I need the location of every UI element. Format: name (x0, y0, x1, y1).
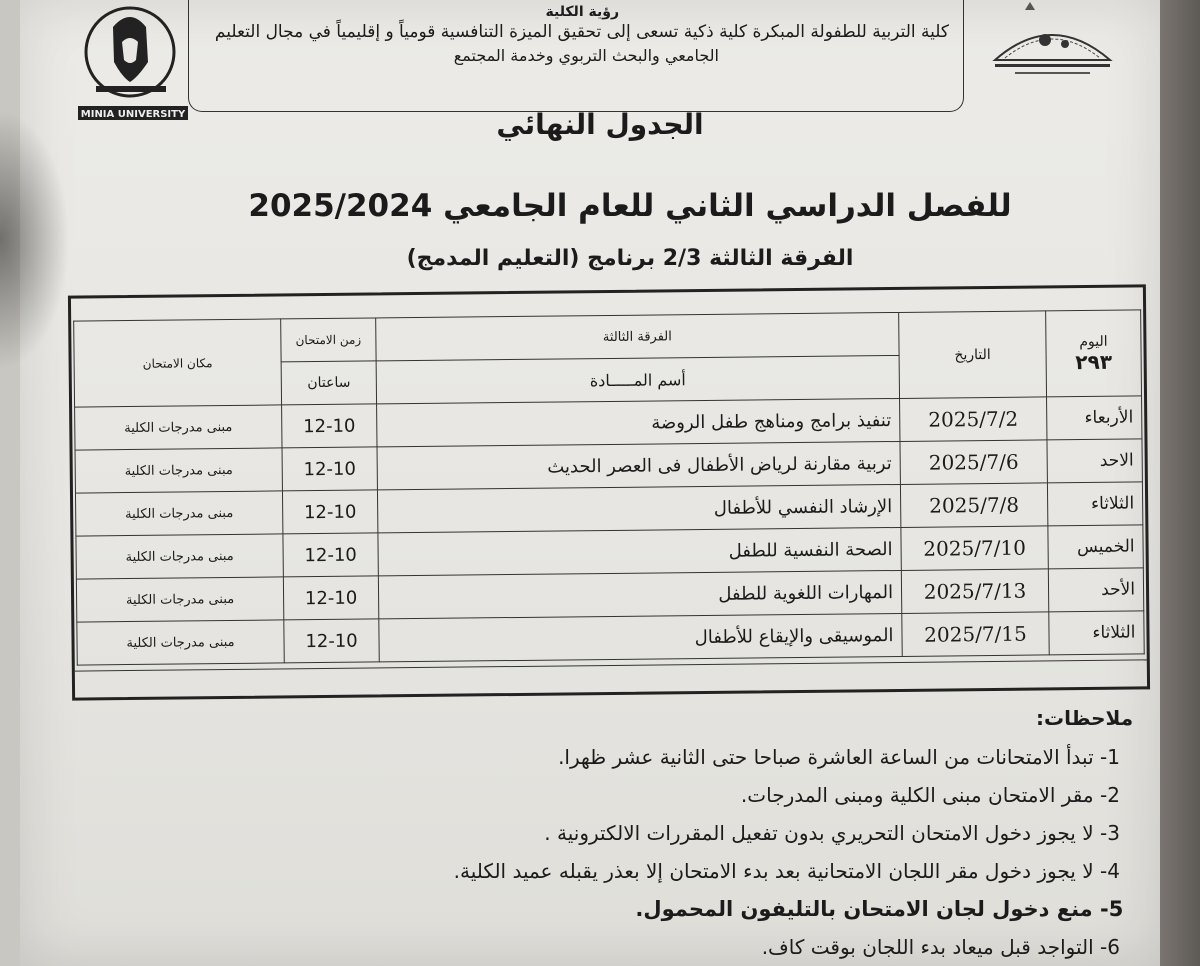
row-place: مبنى مدرجات الكلية (76, 534, 283, 579)
row-place: مبنى مدرجات الكلية (75, 448, 282, 493)
row-date: 2025/7/8 (900, 483, 1047, 528)
program-title: الفرقة الثالثة 2/3 برنامج (التعليم المدمج) (406, 246, 854, 271)
header-place: مكان الامتحان (74, 319, 282, 407)
note-text: منع دخول لجان الامتحان بالتليفون المحمول. (635, 897, 1093, 921)
row-course: الموسيقى والإيقاع للأطفال (379, 613, 902, 661)
row-place: مبنى مدرجات الكلية (76, 577, 283, 622)
row-date: 2025/7/6 (900, 440, 1047, 485)
notes-title: ملاحظات: (1036, 706, 1134, 730)
note-text: لا يجوز دخول الامتحان التحريري بدون تفعيل المقررات الالكترونية . (544, 821, 1094, 845)
row-course: الصحة النفسية للطفل (378, 527, 901, 575)
row-place: مبنى مدرجات الكلية (75, 491, 282, 536)
row-course: الإرشاد النفسي للأطفال (377, 484, 900, 532)
vision-line-2: الجامعي والبحث التربوي وخدمة المجتمع (453, 46, 719, 65)
row-day: الثلاثاء (1049, 611, 1144, 655)
row-date: 2025/7/10 (901, 526, 1048, 571)
row-course: المهارات اللغوية للطفل (378, 570, 901, 618)
header-day-label: اليوم (1079, 333, 1108, 350)
vision-title: رؤية الكلية (545, 4, 619, 20)
note-item (440, 776, 1140, 814)
row-course: تربية مقارنة لرياض الأطفال فى العصر الحديث (377, 441, 900, 489)
note-item (440, 852, 1140, 890)
row-date: 2025/7/15 (902, 612, 1049, 657)
note-item (440, 814, 1140, 852)
note-number: 5- (1100, 897, 1124, 921)
note-number: 6- (1100, 935, 1120, 959)
row-course: تنفيذ برامج ومناهج طفل الروضة (377, 398, 900, 446)
row-time: 12-10 (282, 404, 377, 448)
note-item (440, 738, 1140, 776)
exam-schedule-table-frame (68, 284, 1150, 700)
note-number: 3- (1100, 821, 1120, 845)
row-time: 12-10 (284, 619, 379, 663)
table-header-row (74, 310, 1141, 364)
header-date: التاريخ (899, 311, 1047, 399)
header-day-note: ٢٩٣ (1075, 349, 1113, 374)
row-place: مبنى مدرجات الكلية (75, 405, 282, 450)
row-time: 12-10 (282, 447, 377, 491)
note-number: 1- (1100, 745, 1120, 769)
notes-list (440, 738, 1140, 966)
note-text: التواجد قبل ميعاد بدء اللجان بوقت كاف. (761, 935, 1094, 959)
row-time: 12-10 (282, 490, 377, 534)
note-text: تبدأ الامتحانات من الساعة العاشرة صباحا حتى الثانية عشر ظهرا. (558, 745, 1094, 769)
row-day: الاحد (1047, 439, 1142, 483)
header-day (1046, 310, 1142, 397)
header-course: أسم المـــــادة (376, 355, 899, 403)
university-logo (78, 2, 188, 120)
exam-schedule-table (73, 309, 1145, 665)
row-day: الثلاثاء (1047, 482, 1142, 526)
note-item (440, 890, 1140, 928)
semester-title: للفصل الدراسي الثاني للعام الجامعي 2025/2024 (248, 188, 1012, 224)
college-vision-box (188, 0, 964, 112)
row-day: الأربعاء (1047, 396, 1142, 440)
header-level: الفرقة الثالثة (376, 312, 899, 360)
row-place: مبنى مدرجات الكلية (77, 620, 284, 665)
note-number: 4- (1100, 859, 1120, 883)
vision-line-1: كلية التربية للطفولة المبكرة كلية ذكية تسعى إلى تحقيق الميزة التنافسية قومياً و إقليمياً في مجال التعليم (214, 22, 949, 42)
row-date: 2025/7/13 (901, 569, 1048, 614)
document-title: الجدول النهائي (496, 108, 704, 141)
note-item (440, 928, 1140, 966)
background-edge (1160, 0, 1200, 966)
header-time: زمن الامتحان (281, 318, 376, 362)
note-text: مقر الامتحان مبنى الكلية ومبنى المدرجات. (740, 783, 1094, 807)
note-text: لا يجوز دخول مقر اللجان الامتحانية بعد بدء الامتحان إلا بعذر يقبله عميد الكلية. (453, 859, 1094, 883)
row-time: 12-10 (283, 576, 378, 620)
row-time: 12-10 (283, 533, 378, 577)
note-number: 2- (1100, 783, 1120, 807)
university-logo-text: MINIA UNIVERSITY (80, 109, 186, 120)
scan-smudge (0, 110, 70, 370)
row-day: الخميس (1048, 525, 1143, 569)
row-day: الأحد (1048, 568, 1143, 612)
header-duration: ساعتان (281, 361, 376, 405)
faculty-logo (985, 0, 1120, 82)
row-date: 2025/7/2 (900, 397, 1047, 442)
